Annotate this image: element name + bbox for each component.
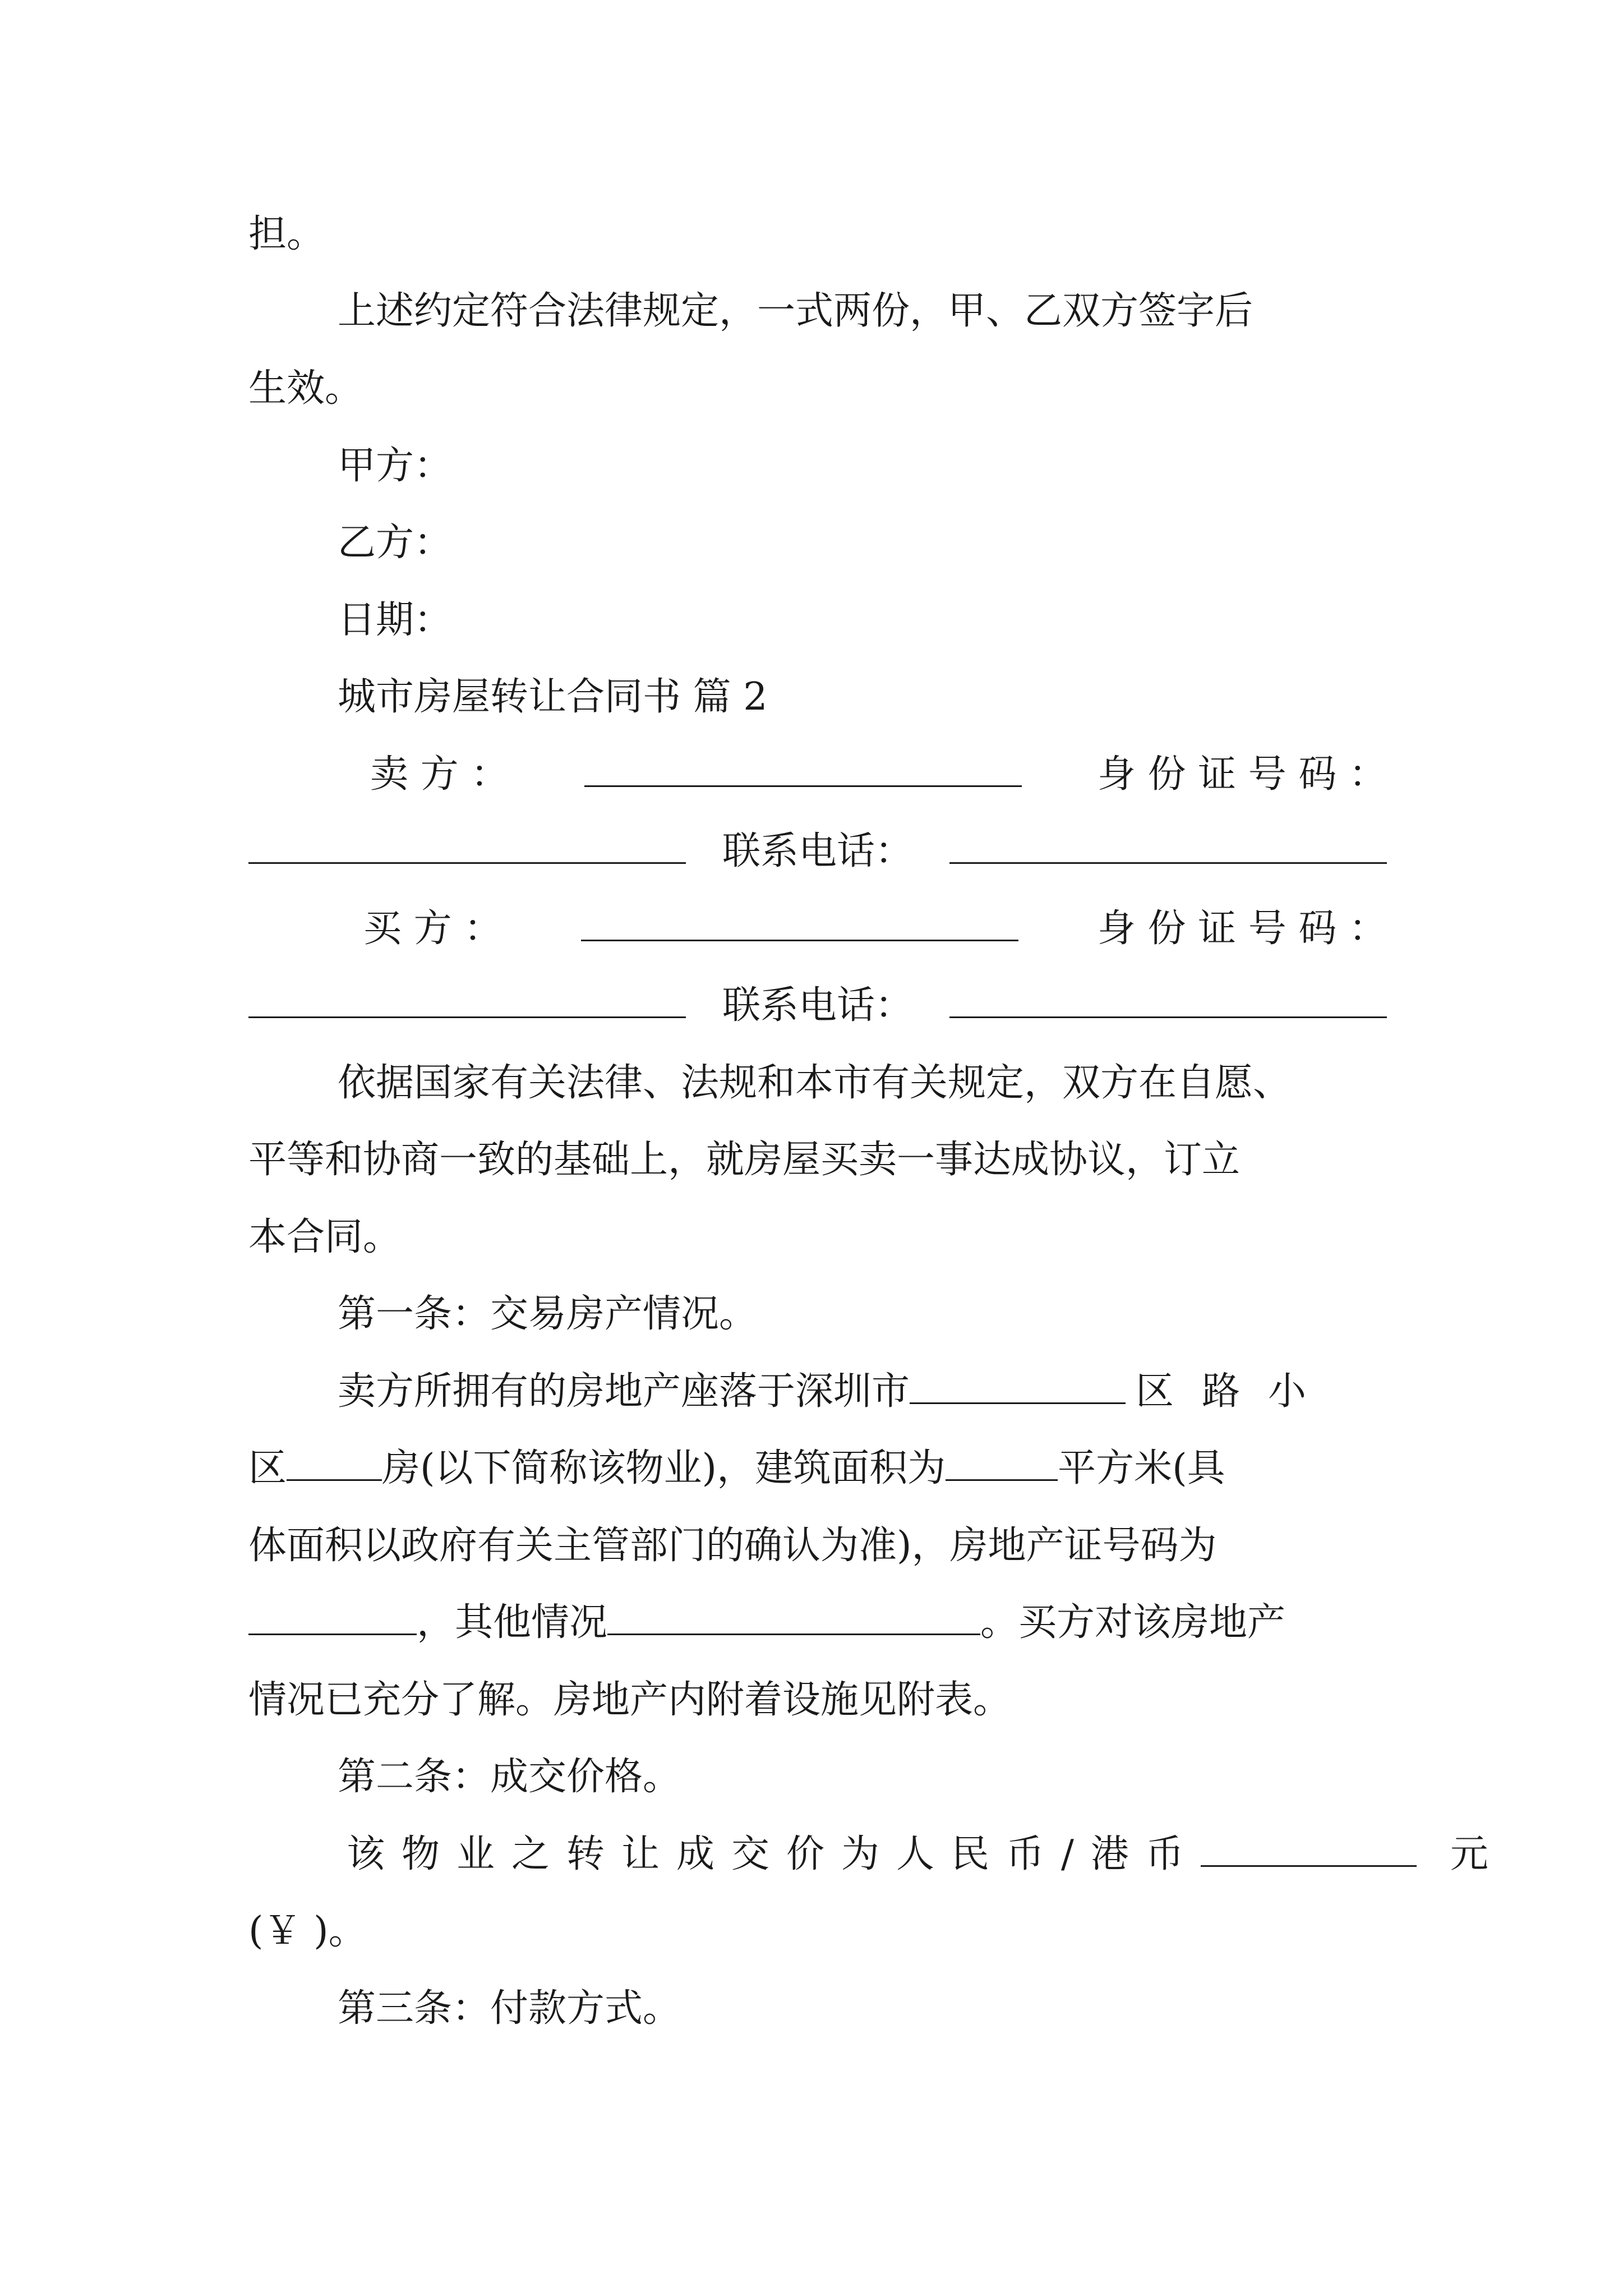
section-title: 城市房屋转让合同书 篇 2 — [338, 675, 768, 719]
text-segment: 。买方对该房地产 — [980, 1600, 1286, 1645]
buyer-row — [363, 901, 1387, 957]
article-2-title: 第二条：成交价格。 — [338, 1755, 681, 1799]
paragraph-line: 上述约定符合法律规定，一式两份，甲、乙双方签字后 — [338, 289, 1253, 333]
article-1-title: 第一条：交易房产情况。 — [338, 1292, 758, 1336]
seller-name-blank — [584, 751, 1022, 787]
text-segment: 卖方所拥有的房地产座落于深圳市 — [338, 1369, 910, 1414]
seller-phone-blank — [949, 827, 1387, 864]
buyer-name-blank — [581, 905, 1018, 941]
certificate-number-blank — [248, 1599, 417, 1635]
other-info-blank — [607, 1599, 980, 1635]
signature-party-a: 甲方： — [338, 444, 453, 488]
seller-phone-label: 联系电话： — [722, 829, 913, 873]
buyer-phone-blank — [949, 982, 1387, 1018]
seller-id-row — [248, 823, 1387, 880]
paragraph-line: 体面积以政府有关主管部门的确认为准)，房地产证号码为 — [248, 1524, 1217, 1568]
paragraph-line — [347, 1826, 1488, 1883]
paragraph-line: 依据国家有关法律、法规和本市有关规定，双方在自愿、 — [338, 1061, 1292, 1105]
buyer-id-label: 身 份 证 号 码 ： — [1097, 907, 1387, 951]
area-blank — [946, 1444, 1058, 1481]
buyer-id-row — [248, 978, 1387, 1034]
paragraph-line: 平等和协商一致的基础上，就房屋买卖一事达成协议，订立 — [248, 1138, 1241, 1182]
text-segment: 小 — [1268, 1369, 1307, 1414]
seller-id-label: 身 份 证 号 码 ： — [1097, 752, 1387, 797]
seller-label: 卖 方 ： — [370, 752, 509, 797]
signature-party-b: 乙方： — [338, 521, 453, 565]
text-segment: 区 — [248, 1446, 287, 1490]
paragraph-line: 担。 — [248, 212, 325, 256]
paragraph-line — [248, 1441, 1387, 1497]
buyer-phone-label: 联系电话： — [722, 983, 913, 1028]
buyer-label: 买 方 ： — [363, 907, 502, 951]
buyer-id-blank — [248, 982, 686, 1018]
district-blank — [910, 1368, 1126, 1404]
article-3-title: 第三条：付款方式。 — [338, 1986, 681, 2031]
paragraph-line — [248, 1595, 1387, 1651]
paragraph-line: (￥ )。 — [248, 1909, 367, 1953]
text-segment: 该物业之转让成交价为人民币/港币 — [347, 1832, 1201, 1876]
seller-row — [370, 747, 1387, 803]
paragraph-line: 情况已充分了解。房地产内附着设施见附表。 — [248, 1678, 1012, 1722]
text-segment: ，其他情况 — [417, 1600, 608, 1645]
seller-id-blank — [248, 827, 686, 864]
text-segment: 平方米(具 — [1058, 1446, 1225, 1490]
community-blank — [287, 1444, 382, 1481]
price-blank — [1201, 1830, 1417, 1867]
paragraph-line — [338, 1364, 1387, 1420]
text-segment: 房(以下简称该物业)，建筑面积为 — [382, 1446, 946, 1490]
signature-date: 日期： — [338, 598, 453, 642]
text-segment: 路 — [1202, 1369, 1241, 1414]
text-segment: 区 — [1136, 1369, 1174, 1414]
paragraph-line: 本合同。 — [248, 1215, 402, 1259]
text-segment: 元 — [1450, 1832, 1488, 1876]
paragraph-line: 生效。 — [248, 366, 363, 411]
